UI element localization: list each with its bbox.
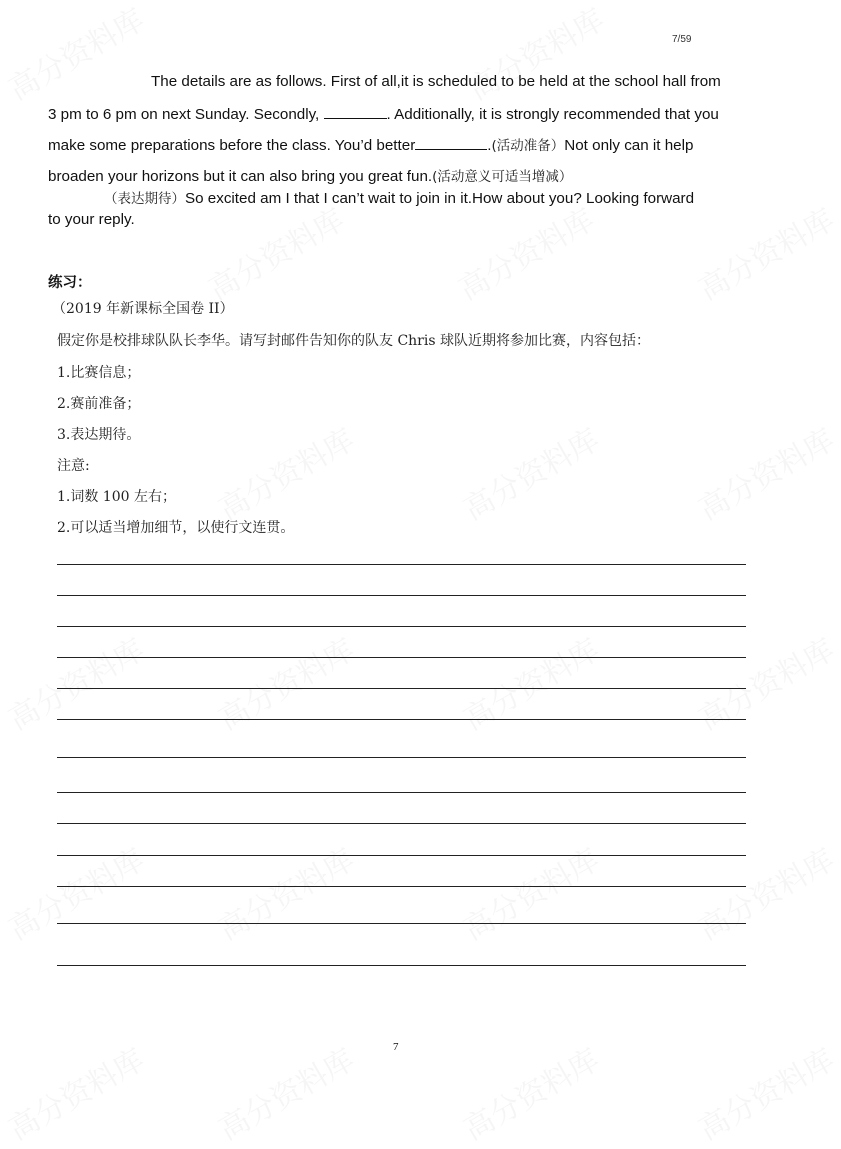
page-counter: 7/59 (672, 34, 692, 45)
watermark: 高分资料库 (458, 1042, 606, 1148)
watermark: 高分资料库 (203, 202, 351, 308)
writing-line[interactable] (57, 923, 746, 924)
writing-line[interactable] (57, 757, 746, 758)
writing-line[interactable] (57, 792, 746, 793)
passage-text: Not only can it help (564, 137, 694, 154)
watermark: 高分资料库 (3, 632, 151, 738)
passage-text: . Additionally, it is strongly recommended that you (386, 106, 719, 123)
writing-line[interactable] (57, 564, 746, 565)
writing-line[interactable] (57, 823, 746, 824)
watermark: 高分资料库 (693, 422, 841, 528)
writing-line[interactable] (57, 657, 746, 658)
watermark: 高分资料库 (693, 632, 841, 738)
passage-text: 3 pm to 6 pm on next Sunday. Secondly, (48, 106, 324, 123)
watermark: 高分资料库 (458, 842, 606, 948)
watermark: 高分资料库 (3, 2, 151, 108)
writing-line[interactable] (57, 626, 746, 627)
passage-line-4 (48, 167, 748, 187)
watermark: 高分资料库 (458, 632, 606, 738)
watermark: 高分资料库 (453, 202, 601, 308)
hint-annotation: （表达期待） (104, 191, 185, 207)
exercise-prompt: 假定你是校排球队队长李华。请写封邮件告知你的队友 Chris 球队近期将参加比赛，内容包括： (57, 333, 650, 349)
fill-in-blank[interactable] (415, 135, 487, 150)
exercise-note: 2.可以适当增加细节，以使行文连贯。 (57, 520, 295, 536)
watermark: 高分资料库 (693, 1042, 841, 1148)
passage-line-2 (48, 104, 748, 125)
watermark: 高分资料库 (458, 422, 606, 528)
writing-line[interactable] (57, 688, 746, 689)
watermark: 高分资料库 (213, 632, 361, 738)
watermark: 高分资料库 (463, 2, 611, 108)
writing-line[interactable] (57, 855, 746, 856)
passage-text: So excited am I that I can’t wait to join in it.How about you? Looking forward (185, 190, 695, 207)
fill-in-blank[interactable] (324, 104, 387, 119)
watermark: 高分资料库 (213, 842, 361, 948)
exercise-point: 3.表达期待。 (57, 427, 141, 443)
writing-line[interactable] (57, 886, 746, 887)
watermark: 高分资料库 (213, 1042, 361, 1148)
writing-line[interactable] (57, 965, 746, 966)
page-number: 7 (393, 1041, 399, 1053)
watermark: 高分资料库 (693, 202, 841, 308)
exercise-point: 2.赛前准备； (57, 396, 141, 412)
watermark: 高分资料库 (213, 422, 361, 528)
exercise-heading: 练习： (48, 275, 92, 291)
passage-text: make some preparations before the class. You’d better (48, 137, 416, 154)
watermark: 高分资料库 (3, 1042, 151, 1148)
watermark: 高分资料库 (693, 842, 841, 948)
exercise-note: 1.词数 100 左右； (57, 489, 176, 505)
notes-label: 注意: (57, 458, 90, 474)
writing-line[interactable] (57, 595, 746, 596)
passage-text: broaden your horizons but it can also bring you great fun. (48, 168, 433, 185)
watermark: 高分资料库 (3, 842, 151, 948)
exercise-source: （2019 年新课标全国卷 II） (52, 301, 234, 317)
passage-line-5 (104, 189, 749, 209)
passage-line-3 (48, 135, 748, 156)
exercise-point: 1.比赛信息； (57, 365, 141, 381)
passage-text: . (487, 137, 492, 154)
hint-annotation: (活动意义可适当增减） (432, 169, 573, 185)
passage-line-6: to your reply. (48, 211, 135, 228)
writing-line[interactable] (57, 719, 746, 720)
hint-annotation: (活动准备） (491, 138, 565, 154)
passage-line-1: The details are as follows. First of all,it is scheduled to be held at the school hall from (151, 73, 721, 90)
